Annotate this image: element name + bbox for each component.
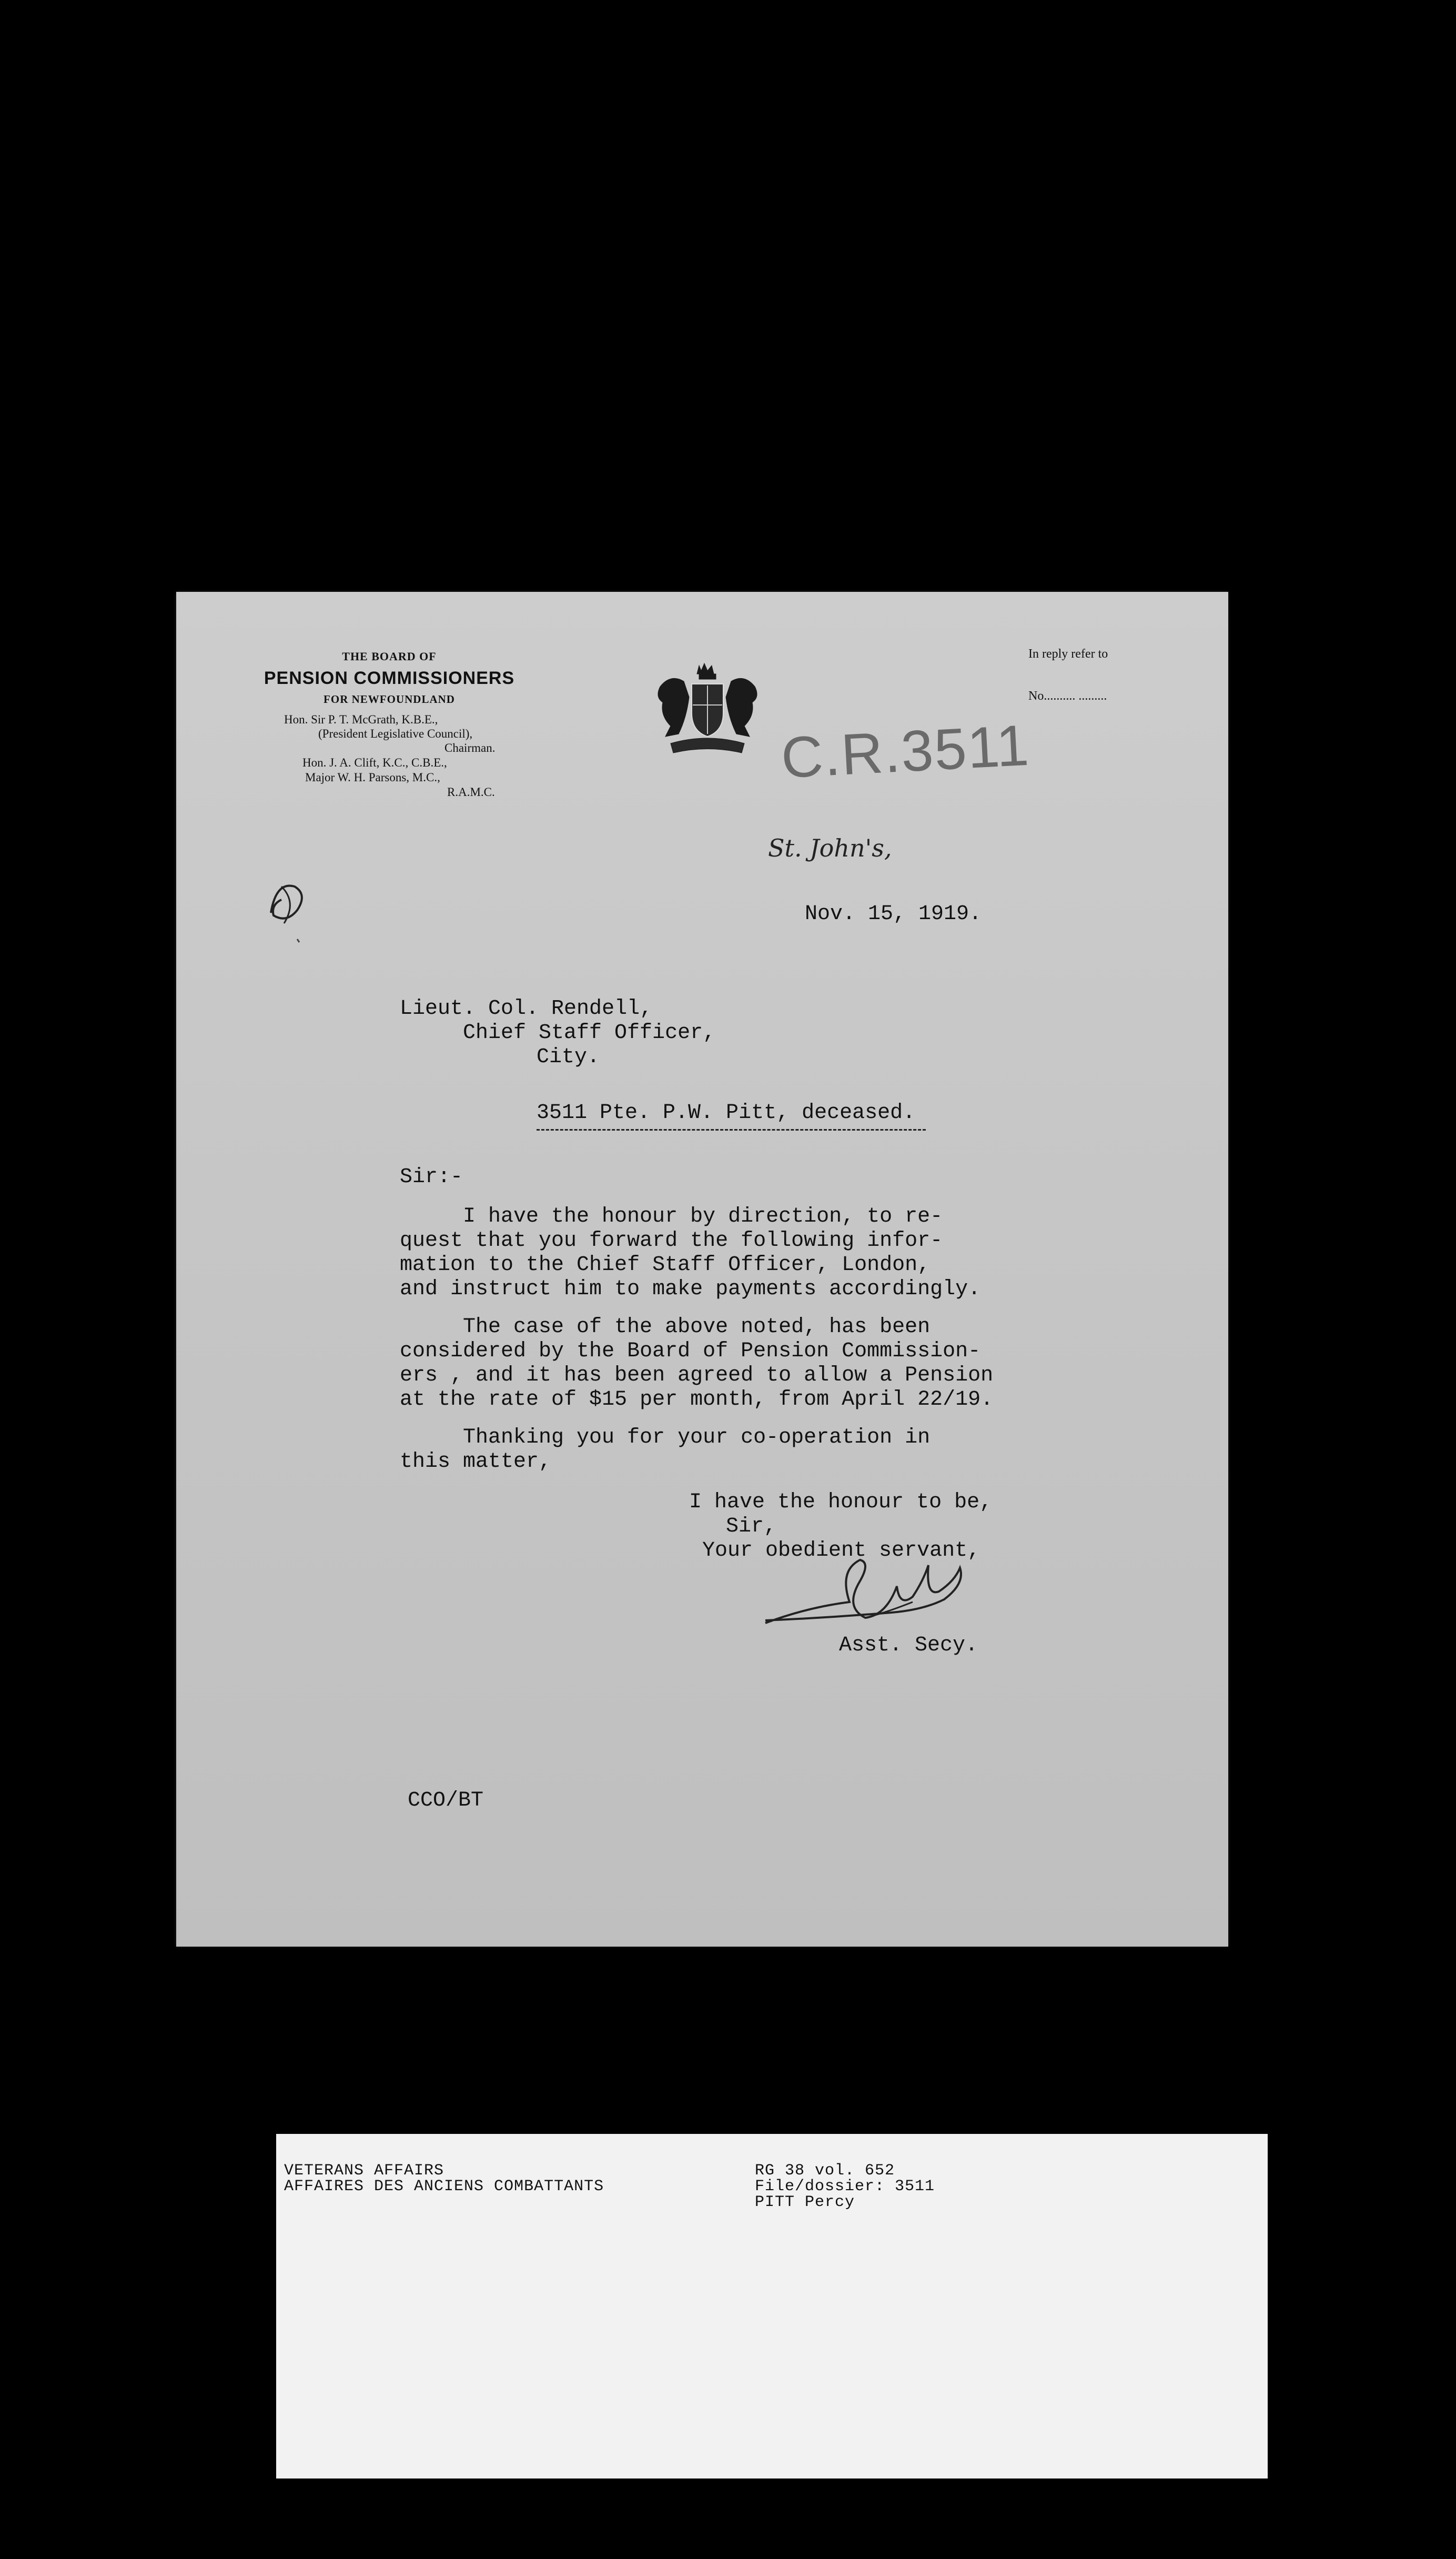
salutation: Sir:- (400, 1165, 463, 1189)
paragraph-line: Thanking you for your co-operation in (463, 1426, 931, 1449)
paragraph-line: I have the honour by direction, to re- (463, 1205, 943, 1228)
recipient-line: Lieut. Col. Rendell, (400, 997, 653, 1021)
letter-page (176, 592, 1228, 1947)
letterhead-member-line: (President Legislative Council), (318, 727, 473, 740)
royal-coat-of-arms-icon (639, 655, 776, 760)
reply-refer-label: In reply refer to (1028, 647, 1108, 661)
handwritten-mark-icon (260, 865, 313, 944)
closing-line: Your obedient servant, (702, 1539, 980, 1563)
letterhead-member-line: Major W. H. Parsons, M.C., (305, 771, 440, 784)
place-name: St. John's, (768, 834, 892, 862)
letter-date: Nov. 15, 1919. (805, 902, 982, 926)
letterhead-title: PENSION COMMISSIONERS (264, 668, 515, 688)
signatory-title: Asst. Secy. (839, 1634, 978, 1657)
card-rg-volume: RG 38 vol. 652 (755, 2162, 895, 2180)
card-dept-fr: AFFAIRES DES ANCIENS COMBATTANTS (284, 2178, 604, 2195)
letterhead-board-of: THE BOARD OF (342, 650, 437, 663)
recipient-line: City. (537, 1045, 600, 1069)
letterhead-member-line: R.A.M.C. (447, 785, 495, 799)
letterhead-for: FOR NEWFOUNDLAND (323, 693, 455, 706)
closing-line: Sir, (726, 1515, 777, 1538)
letterhead-member-line: Hon. J. A. Clift, K.C., C.B.E., (302, 756, 447, 769)
paragraph-line: mation to the Chief Staff Officer, London, (400, 1253, 931, 1277)
file-stamp: C.R.3511 (780, 712, 1032, 791)
paragraph-line: quest that you forward the following infor- (400, 1229, 943, 1253)
subject-underline (537, 1129, 926, 1131)
paragraph-line: The case of the above noted, has been (463, 1315, 931, 1339)
card-person-name: PITT Percy (755, 2193, 855, 2211)
card-dept-en: VETERANS AFFAIRS (284, 2162, 444, 2180)
paragraph-line: ers , and it has been agreed to allow a Pension (400, 1364, 994, 1387)
card-file-number: File/dossier: 3511 (755, 2178, 935, 2195)
paragraph-line: considered by the Board of Pension Commission- (400, 1339, 981, 1363)
letterhead-member-line: Hon. Sir P. T. McGrath, K.B.E., (284, 713, 438, 726)
paragraph-line: at the rate of $15 per month, from April 22/19. (400, 1388, 994, 1412)
reference-initials: CCO/BT (408, 1789, 484, 1812)
reply-number-field: No.......... ......... (1028, 689, 1107, 703)
letterhead-member-line: Chairman. (444, 741, 496, 754)
archive-label-card (276, 2134, 1268, 2479)
paragraph-line: this matter, (400, 1450, 552, 1474)
paragraph-line: and instruct him to make payments accordingly. (400, 1277, 981, 1301)
closing-line: I have the honour to be, (689, 1490, 993, 1514)
recipient-line: Chief Staff Officer, (463, 1021, 716, 1045)
subject-line: 3511 Pte. P.W. Pitt, deceased. (537, 1101, 916, 1125)
